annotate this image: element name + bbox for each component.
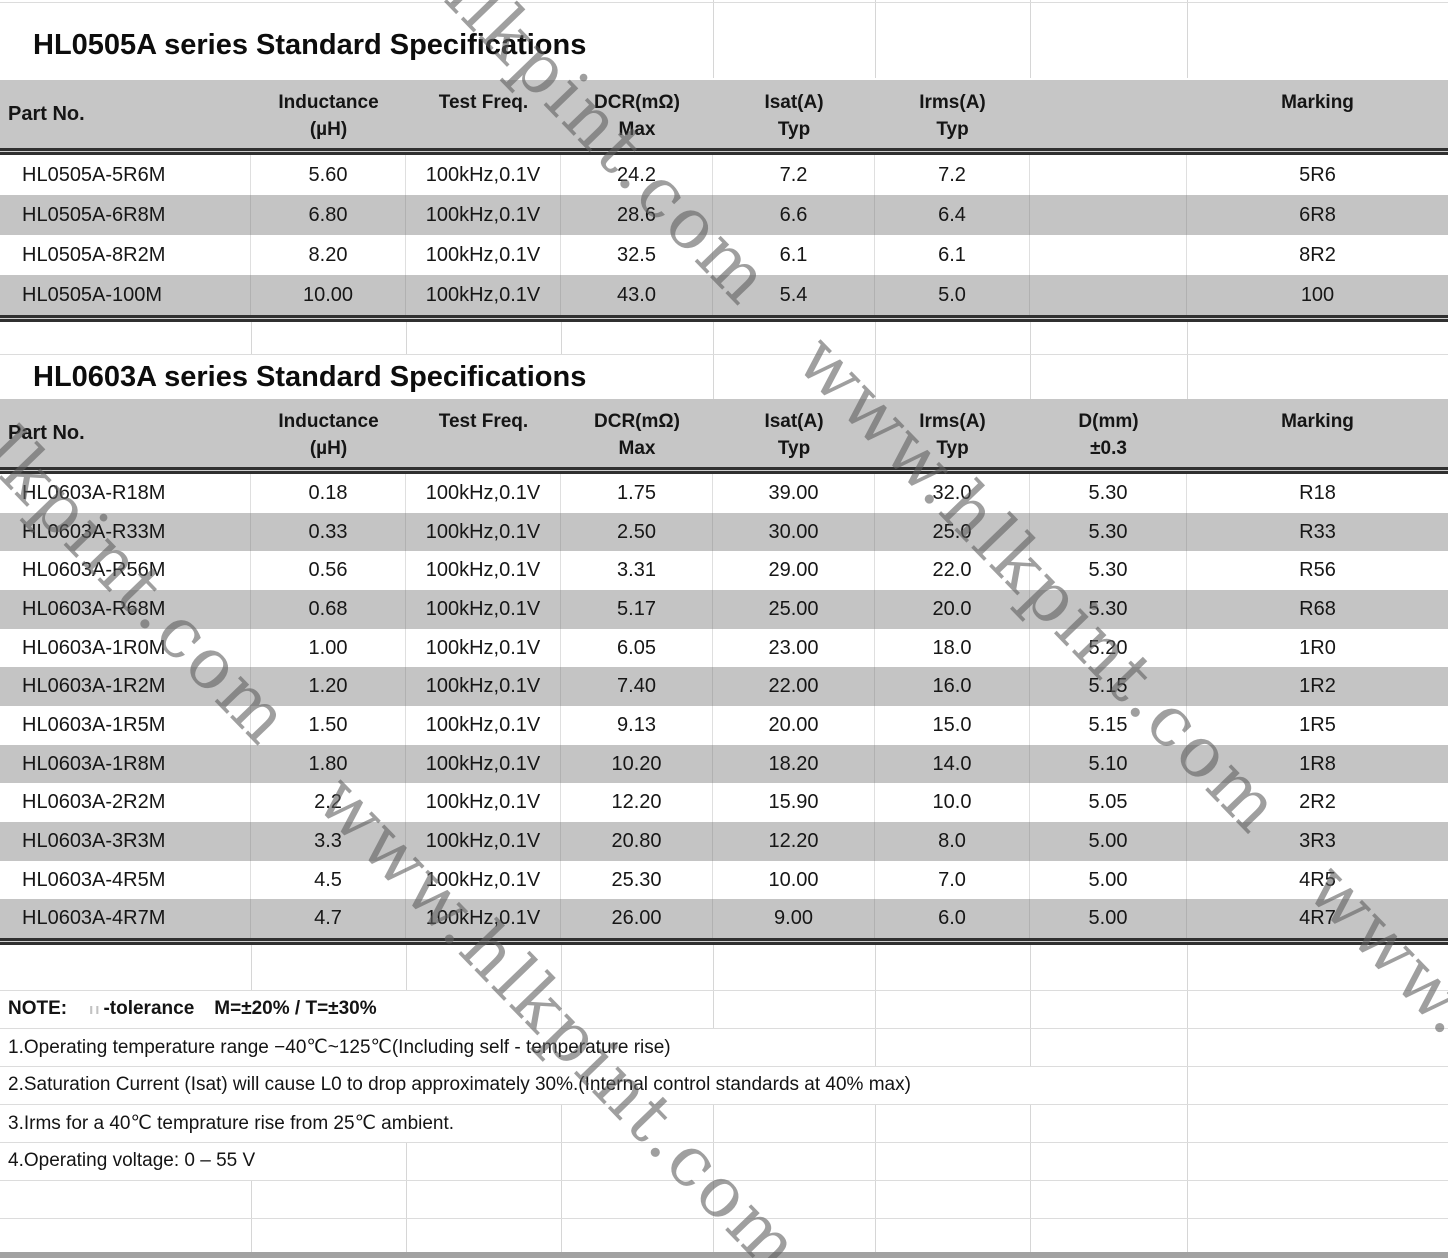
value-cell: 5.00	[1030, 822, 1187, 861]
column-header-test-freq	[406, 399, 561, 467]
value-cell: 5.17	[561, 590, 713, 629]
value-cell: 0.18	[251, 474, 406, 513]
gridline	[251, 945, 252, 990]
value-cell: 18.0	[875, 629, 1030, 668]
table-row	[0, 629, 1448, 668]
value-cell: 39.00	[713, 474, 875, 513]
faint-mark: ıı	[89, 1000, 102, 1018]
gridline	[713, 945, 714, 990]
value-cell: 10.20	[561, 745, 713, 784]
header-line: Max	[618, 119, 656, 140]
gridline	[561, 322, 562, 354]
value-cell: 1.80	[251, 745, 406, 784]
header-line: Part No.	[8, 102, 85, 125]
value-cell: 10.00	[713, 861, 875, 900]
value-cell: 5.00	[1030, 899, 1187, 938]
header-line: Irms(A)	[919, 411, 986, 432]
table-header-row	[0, 80, 1448, 148]
header-line: Part No.	[8, 421, 85, 444]
value-cell: 1R5	[1299, 713, 1336, 736]
header-line: D(mm)	[1078, 411, 1139, 432]
header-line: Marking	[1281, 411, 1354, 432]
value-cell: 10.0	[875, 783, 1030, 822]
value-cell: 3R3	[1299, 829, 1336, 852]
column-header-diameter	[1030, 399, 1187, 467]
value-cell: 5.30	[1030, 474, 1187, 513]
value-cell: 14.0	[875, 745, 1030, 784]
part-no-cell: HL0603A-2R2M	[0, 783, 251, 822]
value-cell: 23.00	[713, 629, 875, 668]
value-cell	[1030, 275, 1187, 315]
value-cell: 100kHz,0.1V	[406, 155, 561, 195]
value-cell: 30.00	[713, 513, 875, 552]
table-body	[0, 155, 1448, 315]
part-no-cell: HL0603A-1R0M	[0, 629, 251, 668]
value-cell	[1030, 155, 1187, 195]
gridline	[0, 1180, 1448, 1181]
value-cell: 100kHz,0.1V	[406, 706, 561, 745]
value-cell: 100kHz,0.1V	[406, 667, 561, 706]
value-cell: 100kHz,0.1V	[406, 474, 561, 513]
value-cell: 24.2	[561, 155, 713, 195]
value-cell: 1.20	[251, 667, 406, 706]
note-item: 4.Operating voltage: 0 – 55 V	[8, 1150, 256, 1171]
column-header-dcr	[561, 80, 713, 148]
header-line: Marking	[1281, 92, 1354, 113]
table-row	[0, 706, 1448, 745]
value-cell: 10.00	[251, 275, 406, 315]
table-row	[0, 513, 1448, 552]
value-cell: 6.1	[713, 235, 875, 275]
value-cell: 5.00	[1030, 861, 1187, 900]
header-line: Typ	[777, 438, 811, 459]
note-item: 1.Operating temperature range −40℃~125℃(Including self - temperature rise)	[8, 1036, 671, 1058]
value-cell: 100kHz,0.1V	[406, 745, 561, 784]
value-cell: 8.0	[875, 822, 1030, 861]
header-line: Typ	[936, 438, 969, 459]
value-cell: 32.5	[561, 235, 713, 275]
value-cell: 7.40	[561, 667, 713, 706]
value-cell: 100	[1300, 283, 1335, 306]
value-cell: 5.15	[1030, 667, 1187, 706]
value-cell: 12.20	[713, 822, 875, 861]
value-cell: 5.05	[1030, 783, 1187, 822]
value-cell: 2.2	[251, 783, 406, 822]
column-header-inductance	[251, 399, 406, 467]
gridline	[875, 322, 876, 354]
double-rule	[0, 467, 1448, 474]
part-no-cell: HL0603A-1R2M	[0, 667, 251, 706]
bottom-bar	[0, 1252, 1448, 1258]
gridline	[1030, 1180, 1031, 1252]
value-cell: 100kHz,0.1V	[406, 551, 561, 590]
part-no-cell: HL0603A-4R7M	[0, 899, 251, 938]
value-cell: 0.33	[251, 513, 406, 552]
value-cell: 4R5	[1299, 868, 1336, 891]
value-cell: 22.00	[713, 667, 875, 706]
header-line: ±0.3	[1090, 438, 1127, 459]
column-header-dcr	[561, 399, 713, 467]
value-cell: 15.0	[875, 706, 1030, 745]
table-row	[0, 667, 1448, 706]
note-header	[0, 990, 1448, 1028]
value-cell: 2R2	[1299, 791, 1336, 814]
column-header-empty	[1030, 80, 1187, 148]
gridline	[713, 322, 714, 354]
value-cell: 1R2	[1299, 675, 1336, 698]
value-cell: 1.50	[251, 706, 406, 745]
part-no-cell: HL0603A-R18M	[0, 474, 251, 513]
value-cell: 1R8	[1299, 752, 1336, 775]
gridline	[0, 1218, 1448, 1219]
note-item: 3.Irms for a 40℃ temprature rise from 25℃ ambient.	[8, 1112, 455, 1134]
value-cell: R33	[1299, 520, 1336, 543]
value-cell: 100kHz,0.1V	[406, 822, 561, 861]
column-header-isat	[713, 399, 875, 467]
table-row	[0, 275, 1448, 315]
header-line: (µH)	[309, 438, 348, 459]
value-cell: 20.00	[713, 706, 875, 745]
value-cell: 5.30	[1030, 551, 1187, 590]
part-no-cell: HL0603A-3R3M	[0, 822, 251, 861]
table-row	[0, 195, 1448, 235]
value-cell: 20.0	[875, 590, 1030, 629]
table-row	[0, 899, 1448, 938]
column-header-irms	[875, 399, 1030, 467]
value-cell: 25.0	[875, 513, 1030, 552]
value-cell: 100kHz,0.1V	[406, 275, 561, 315]
part-no-cell: HL0505A-8R2M	[0, 235, 251, 275]
column-header-inductance	[251, 80, 406, 148]
value-cell: 6.0	[875, 899, 1030, 938]
value-cell: 0.56	[251, 551, 406, 590]
value-cell: 25.00	[713, 590, 875, 629]
table-row	[0, 551, 1448, 590]
value-cell: 5.30	[1030, 513, 1187, 552]
value-cell: 16.0	[875, 667, 1030, 706]
value-cell: 7.2	[713, 155, 875, 195]
header-line: (µH)	[309, 119, 348, 140]
value-cell: 1R0	[1299, 636, 1336, 659]
header-line: Irms(A)	[919, 92, 986, 113]
value-cell: 6R8	[1299, 203, 1336, 226]
value-cell: 8.20	[251, 235, 406, 275]
column-header-marking	[1187, 80, 1448, 148]
value-cell: 32.0	[875, 474, 1030, 513]
value-cell: 7.0	[875, 861, 1030, 900]
value-cell: 4R7	[1299, 907, 1336, 930]
column-header-test-freq	[406, 80, 561, 148]
note-item: 2.Saturation Current (Isat) will cause L0 to drop approximately 30%.(Internal control standards at 40% max)	[8, 1074, 911, 1095]
gridline	[713, 1180, 714, 1252]
column-header-part-no	[0, 80, 251, 148]
value-cell: 4.7	[251, 899, 406, 938]
column-header-part-no	[0, 399, 251, 467]
value-cell: 12.20	[561, 783, 713, 822]
table-row	[0, 783, 1448, 822]
value-cell: 25.30	[561, 861, 713, 900]
value-cell: 26.00	[561, 899, 713, 938]
value-cell	[1030, 195, 1187, 235]
value-cell: 43.0	[561, 275, 713, 315]
part-no-cell: HL0603A-1R8M	[0, 745, 251, 784]
header-line: Typ	[936, 119, 969, 140]
value-cell: 5.20	[1030, 629, 1187, 668]
header-line: Isat(A)	[764, 411, 824, 432]
column-header-irms	[875, 80, 1030, 148]
header-line: Test Freq.	[438, 92, 529, 113]
gridline	[1187, 945, 1188, 990]
value-cell: 0.68	[251, 590, 406, 629]
value-cell: 100kHz,0.1V	[406, 899, 561, 938]
value-cell: 29.00	[713, 551, 875, 590]
part-no-cell: HL0603A-R56M	[0, 551, 251, 590]
double-rule	[0, 315, 1448, 322]
gridline	[1030, 945, 1031, 990]
value-cell: 5.4	[713, 275, 875, 315]
value-cell: 5.0	[875, 275, 1030, 315]
header-line: DCR(mΩ)	[594, 411, 680, 432]
gridline	[875, 945, 876, 990]
part-no-cell: HL0505A-5R6M	[0, 155, 251, 195]
value-cell: 18.20	[713, 745, 875, 784]
part-no-cell: HL0603A-1R5M	[0, 706, 251, 745]
table-row	[0, 745, 1448, 784]
value-cell: 1.75	[561, 474, 713, 513]
gridline	[561, 945, 562, 990]
value-cell: 9.00	[713, 899, 875, 938]
table-row	[0, 861, 1448, 900]
value-cell: 100kHz,0.1V	[406, 513, 561, 552]
value-cell: R18	[1299, 481, 1336, 504]
value-cell: 15.90	[713, 783, 875, 822]
table-row	[0, 474, 1448, 513]
header-line: Typ	[777, 119, 811, 140]
value-cell: 100kHz,0.1V	[406, 195, 561, 235]
value-cell: 6.4	[875, 195, 1030, 235]
value-cell: 5R6	[1299, 163, 1336, 186]
value-cell: 1.00	[251, 629, 406, 668]
column-header-marking	[1187, 399, 1448, 467]
value-cell: 100kHz,0.1V	[406, 783, 561, 822]
value-cell: 5.10	[1030, 745, 1187, 784]
header-line: Isat(A)	[764, 92, 824, 113]
value-cell: 4.5	[251, 861, 406, 900]
value-cell: 9.13	[561, 706, 713, 745]
value-cell: R56	[1299, 559, 1336, 582]
gridline	[406, 1180, 407, 1252]
header-line: Inductance	[278, 92, 379, 113]
value-cell: 3.3	[251, 822, 406, 861]
tolerance-values: M=±20% / T=±30%	[214, 998, 377, 1019]
table-title: HL0505A series Standard Specifications	[33, 28, 587, 61]
value-cell: 6.80	[251, 195, 406, 235]
value-cell: 8R2	[1299, 243, 1336, 266]
table-row	[0, 590, 1448, 629]
gridline	[406, 945, 407, 990]
value-cell: 6.05	[561, 629, 713, 668]
table-header-row	[0, 399, 1448, 467]
gridline	[1030, 322, 1031, 354]
column-header-isat	[713, 80, 875, 148]
note-label: NOTE:	[8, 998, 68, 1019]
gridline	[1187, 1180, 1188, 1252]
header-line: Test Freq.	[438, 411, 529, 432]
value-cell: 100kHz,0.1V	[406, 590, 561, 629]
table-title: HL0603A series Standard Specifications	[33, 360, 587, 393]
gridline	[875, 1180, 876, 1252]
part-no-cell: HL0603A-R33M	[0, 513, 251, 552]
value-cell: 5.30	[1030, 590, 1187, 629]
header-line: Max	[618, 438, 656, 459]
part-no-cell: HL0505A-6R8M	[0, 195, 251, 235]
table-row	[0, 235, 1448, 275]
value-cell: 28.6	[561, 195, 713, 235]
value-cell	[1030, 235, 1187, 275]
value-cell: 6.1	[875, 235, 1030, 275]
value-cell: 100kHz,0.1V	[406, 861, 561, 900]
value-cell: 6.6	[713, 195, 875, 235]
gridline	[251, 1180, 252, 1252]
part-no-cell: HL0603A-R68M	[0, 590, 251, 629]
value-cell: 22.0	[875, 551, 1030, 590]
value-cell: 100kHz,0.1V	[406, 629, 561, 668]
gridline	[251, 322, 252, 354]
value-cell: 20.80	[561, 822, 713, 861]
tolerance-text: -tolerance	[103, 998, 195, 1019]
table-row	[0, 822, 1448, 861]
double-rule	[0, 148, 1448, 155]
double-rule	[0, 938, 1448, 945]
gridline	[561, 1180, 562, 1252]
header-line: Inductance	[278, 411, 379, 432]
gridline	[1187, 322, 1188, 354]
table-row	[0, 155, 1448, 195]
value-cell: 2.50	[561, 513, 713, 552]
header-line: DCR(mΩ)	[594, 92, 680, 113]
value-cell: 3.31	[561, 551, 713, 590]
gridline	[406, 322, 407, 354]
part-no-cell: HL0505A-100M	[0, 275, 251, 315]
value-cell: 5.60	[251, 155, 406, 195]
value-cell: 100kHz,0.1V	[406, 235, 561, 275]
value-cell: 5.15	[1030, 706, 1187, 745]
gridline	[0, 2, 1448, 3]
value-cell: R68	[1299, 597, 1336, 620]
part-no-cell: HL0603A-4R5M	[0, 861, 251, 900]
table-body	[0, 474, 1448, 938]
value-cell: 7.2	[875, 155, 1030, 195]
